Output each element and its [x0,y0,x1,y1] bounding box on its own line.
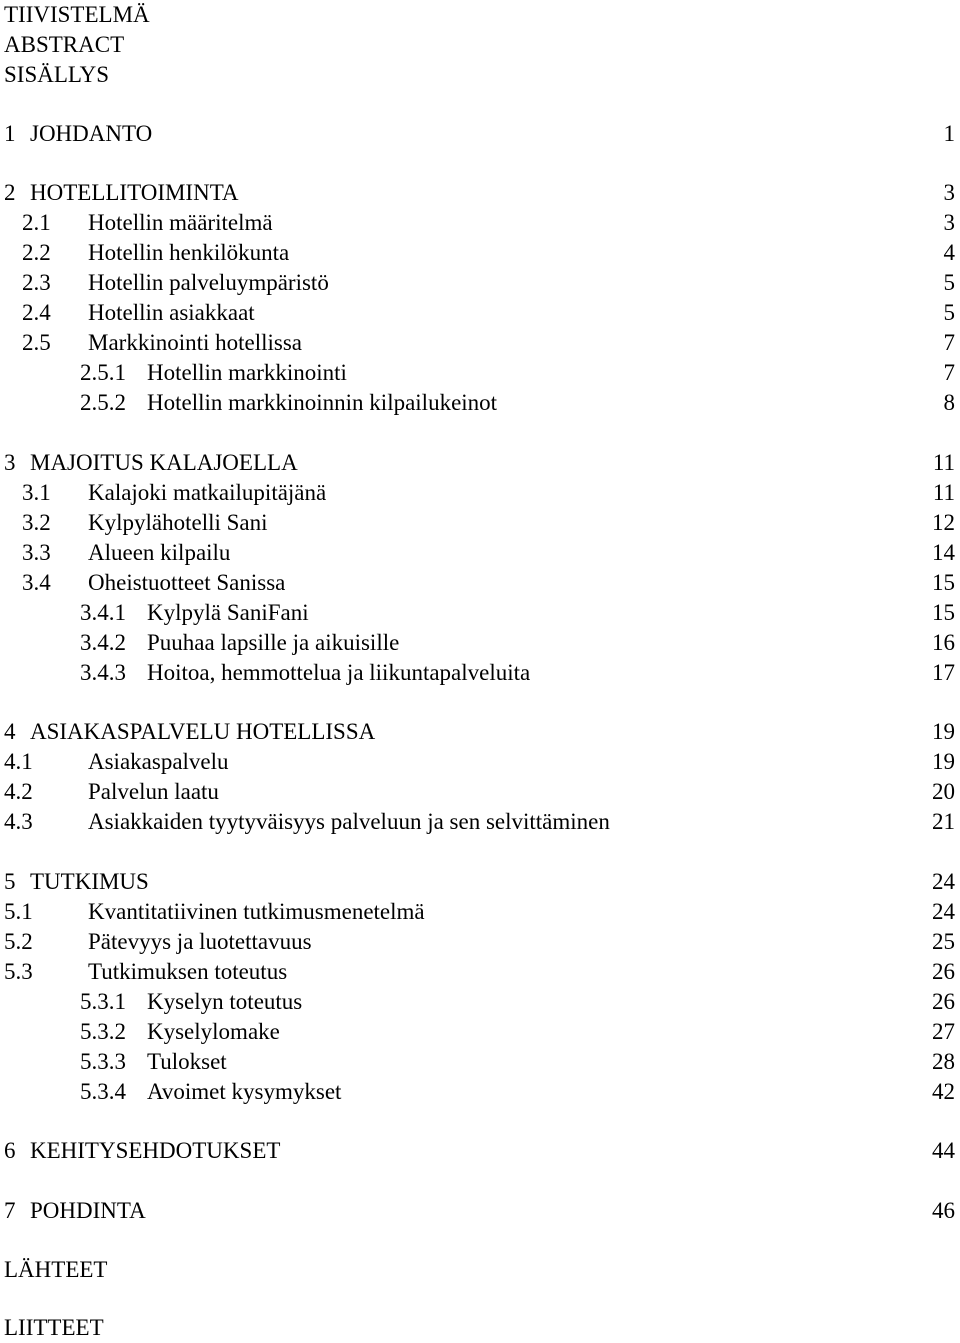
toc-entry-number: 3.4.1 [80,600,126,625]
toc-entry-page: 3 [943,210,955,235]
toc-entry-number: 3 [4,450,16,475]
heading-sisallys: SISÄLLYS [4,62,110,87]
toc-entry-number: 4.1 [4,749,33,774]
toc-entry-title: Asiakaspalvelu [88,749,229,774]
toc-entry-title: Kylpylähotelli Sani [88,510,268,535]
toc-entry-title: Oheistuotteet Sanissa [88,570,286,595]
toc-entry-title: Hotellin asiakkaat [88,300,255,325]
toc-entry [0,1017,960,1047]
toc-entry [0,628,960,658]
toc-entry-title: Markkinointi hotellissa [88,330,303,355]
toc-entry-title: Tutkimuksen toteutus [88,959,288,984]
toc-entry-page: 44 [932,1138,955,1163]
toc-entry-number: 3.4.2 [80,630,126,655]
toc-entry-page: 20 [932,779,955,804]
toc-entry-number: 2.4 [22,300,51,325]
toc-entry [0,717,960,747]
toc-entry-number: 5.1 [4,899,33,924]
toc-entry-title: Tulokset [147,1049,227,1074]
toc-entry-title: Pätevyys ja luotettavuus [88,929,312,954]
heading-liitteet: LIITTEET [4,1315,104,1340]
toc-entry-page: 11 [932,450,955,475]
toc-entry-number: 4.2 [4,779,33,804]
toc-entry-number: 7 [4,1198,16,1223]
toc-entry-title: ASIAKASPALVELU HOTELLISSA [30,719,376,744]
toc-entry [0,867,960,897]
toc-entry-title: Hotellin markkinoinnin kilpailukeinot [147,390,498,415]
toc-entry [0,388,960,418]
toc-entry-page: 26 [932,959,955,984]
toc-entry-number: 4 [4,719,16,744]
toc-entry-page: 3 [943,180,955,205]
toc-entry-title: Hotellin henkilökunta [88,240,290,265]
toc-entry-number: 2 [4,180,16,205]
toc-entry [0,658,960,688]
toc-entry [0,538,960,568]
toc-entry-number: 1 [4,121,16,146]
toc-entry [0,987,960,1017]
toc-entry-page: 25 [932,929,955,954]
heading-lahteet: LÄHTEET [4,1257,108,1282]
toc-entry [0,807,960,837]
toc-entry-title: Hotellin määritelmä [88,210,273,235]
toc-entry-number: 2.5 [22,330,51,355]
toc-entry [0,1077,960,1107]
toc-entry-page: 12 [932,510,955,535]
toc-entry-page: 7 [943,330,955,355]
toc-entry-page: 24 [932,899,955,924]
toc-entry-number: 5.3.3 [80,1049,126,1074]
toc-entry [0,298,960,328]
toc-entry [0,508,960,538]
toc-entry-title: MAJOITUS KALAJOELLA [30,450,298,475]
toc-entry-page: 19 [932,749,955,774]
toc-entry-number: 3.3 [22,540,51,565]
toc-entry-page: 19 [932,719,955,744]
toc-entry-number: 3.4.3 [80,660,126,685]
toc-entry [0,747,960,777]
toc-entry-page: 42 [932,1079,955,1104]
toc-entry-title: POHDINTA [30,1198,146,1223]
toc-entry-page: 5 [943,300,955,325]
toc-entry-page: 5 [943,270,955,295]
toc-entry-title: Kvantitatiivinen tutkimusmenetelmä [88,899,425,924]
toc-entry [0,1136,960,1166]
toc-entry-page: 26 [932,989,955,1014]
toc-entry-page: 17 [932,660,955,685]
toc-entry-number: 2.5.1 [80,360,126,385]
toc-entry [0,478,960,508]
toc-entry-title: Puuhaa lapsille ja aikuisille [147,630,400,655]
toc-entry-number: 5.3.4 [80,1079,126,1104]
toc-entry-page: 15 [932,570,955,595]
toc-entry-title: Palvelun laatu [88,779,219,804]
toc-entry-page: 16 [932,630,955,655]
toc-entry-title: TUTKIMUS [30,869,149,894]
toc-entry-title: Alueen kilpailu [88,540,231,565]
toc-entry-number: 3.4 [22,570,51,595]
toc-entry [0,448,960,478]
toc-entry-number: 2.5.2 [80,390,126,415]
toc-entry-number: 5 [4,869,16,894]
toc-entry-title: HOTELLITOIMINTA [30,180,239,205]
toc-entry-number: 2.1 [22,210,51,235]
toc-entry [0,957,960,987]
toc-entry-page: 1 [943,121,955,146]
toc-entry-number: 2.2 [22,240,51,265]
toc-entry [0,178,960,208]
toc-entry-title: KEHITYSEHDOTUKSET [30,1138,281,1163]
toc-entry-page: 27 [932,1019,955,1044]
toc-entry [0,238,960,268]
toc-entry-title: Avoimet kysymykset [147,1079,342,1104]
toc-entry-page: 7 [943,360,955,385]
toc-entry-number: 5.2 [4,929,33,954]
toc-entry [0,358,960,388]
toc-entry-number: 5.3 [4,959,33,984]
toc-entry [0,119,960,149]
toc-entry [0,777,960,807]
toc-entry [0,1196,960,1226]
toc-entry-page: 28 [932,1049,955,1074]
toc-entry-page: 21 [932,809,955,834]
toc-entry-number: 4.3 [4,809,33,834]
toc-entry [0,598,960,628]
toc-entry-title: Hotellin palveluympäristö [88,270,329,295]
heading-abstract: ABSTRACT [4,32,125,57]
toc-entry-title: Kylpylä SaniFani [147,600,309,625]
toc-entry-number: 2.3 [22,270,51,295]
toc-entry-title: JOHDANTO [30,121,153,146]
toc-entry [0,568,960,598]
toc-entry-title: Kalajoki matkailupitäjänä [88,480,327,505]
toc-entry-number: 6 [4,1138,16,1163]
toc-entry [0,1047,960,1077]
toc-entry-number: 5.3.2 [80,1019,126,1044]
toc-entry-title: Hoitoa, hemmottelua ja liikuntapalveluita [147,660,531,685]
toc-entry-page: 8 [943,390,955,415]
toc-entry-page: 15 [932,600,955,625]
toc-entry-number: 3.1 [22,480,51,505]
toc-entry-page: 4 [943,240,955,265]
toc-entry-page: 24 [932,869,955,894]
toc-entry-title: Hotellin markkinointi [147,360,347,385]
toc-entry-page: 46 [932,1198,955,1223]
toc-entry-title: Kyselyn toteutus [147,989,303,1014]
toc-entry-title: Asiakkaiden tyytyväisyys palveluun ja sen selvittäminen [88,809,610,834]
toc-entry-page: 14 [932,540,955,565]
toc-entry [0,268,960,298]
toc-entry-page: 11 [932,480,955,505]
toc-entry [0,897,960,927]
heading-tiivistelma: TIIVISTELMÄ [4,2,150,27]
toc-entry-number: 5.3.1 [80,989,126,1014]
toc-entry [0,328,960,358]
toc-entry [0,208,960,238]
toc-entry-title: Kyselylomake [147,1019,280,1044]
toc-entry-number: 3.2 [22,510,51,535]
toc-entry [0,927,960,957]
